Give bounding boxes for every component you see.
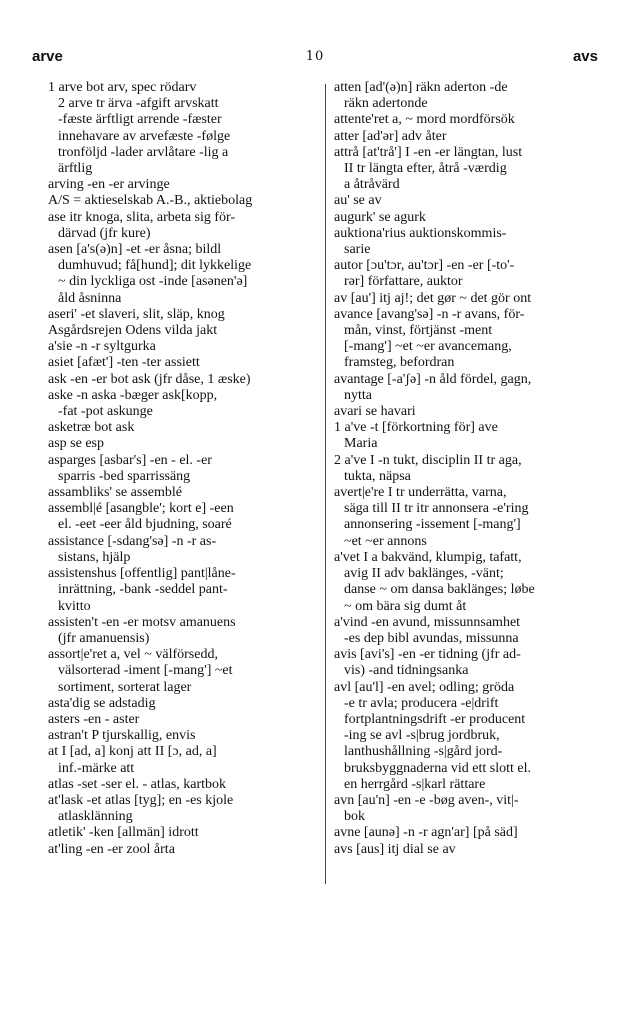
entry-line: ärftlig	[58, 161, 93, 177]
dictionary-entry	[48, 210, 316, 242]
left-column	[48, 80, 316, 858]
entry-line: av [au'] itj aj!; det gør ~ det gör ont	[334, 290, 532, 306]
dictionary-entry	[48, 242, 316, 307]
entry-line: bruksbyggnaderna vid ett slott el.	[344, 760, 532, 776]
page-number: 10	[305, 49, 325, 64]
entry-line: -fat -pot askunge	[58, 404, 153, 420]
entry-line: el. -eet -eer åld bjudning, soaré	[58, 517, 232, 533]
dictionary-entry	[334, 307, 602, 372]
entry-line: assistance [-sdang'sə] -n -r as-	[48, 533, 217, 549]
entry-line: ~et ~er annons	[344, 533, 427, 549]
entry-line: -fæste ärftligt arrende -fæster	[58, 112, 222, 128]
dictionary-entry	[334, 842, 602, 858]
dictionary-entry	[48, 696, 316, 712]
dictionary-entry	[48, 842, 316, 858]
dictionary-entry	[334, 129, 602, 145]
dictionary-entry	[334, 372, 602, 404]
entry-line: säga till II tr itr annonsera -e'ring	[344, 501, 529, 517]
entry-line: avl [au'l] -en avel; odling; gröda	[334, 679, 515, 695]
dictionary-entry	[48, 453, 316, 485]
dictionary-entry	[334, 550, 602, 615]
entry-line: inf.-märke att	[58, 760, 135, 776]
entry-line: assambliks' se assemblé	[48, 485, 182, 501]
dictionary-entry	[334, 680, 602, 793]
dictionary-entry	[334, 647, 602, 679]
entry-line: asta'dig se adstadig	[48, 695, 156, 711]
entry-line: atletik' -ken [allmän] idrott	[48, 825, 199, 841]
entry-line: assembl|é [asangble'; kort e] -een	[48, 501, 234, 517]
right-column	[334, 80, 602, 858]
entry-line: inrättning, -bank -seddel pant-	[58, 582, 228, 598]
entry-line: avig II adv baklänges, -vänt;	[344, 566, 504, 582]
entry-line: tronföljd -lader arvlåtare -lig a	[58, 144, 229, 160]
dictionary-entry	[48, 339, 316, 355]
dictionary-entry	[48, 177, 316, 193]
dictionary-entry	[334, 112, 602, 128]
entry-line: avert|e're I tr underrätta, varna,	[334, 485, 507, 501]
entry-line: innehavare av arvefæste -følge	[58, 128, 231, 144]
entry-line: -es dep bibl avundas, missunna	[344, 630, 519, 646]
entry-line: 1 arve bot arv, spec rödarv	[48, 80, 197, 95]
entry-line: sortiment, sorterat lager	[58, 679, 192, 695]
entry-line: augurk' se agurk	[334, 209, 426, 225]
dictionary-entry	[48, 647, 316, 696]
right-guide-word: avs	[572, 48, 598, 65]
entry-line: Maria	[344, 436, 378, 452]
dictionary-entry	[48, 793, 316, 825]
entry-line: 1 a've -t [förkortning för] ave	[334, 420, 498, 436]
entry-line: avne [aunə] -n -r agn'ar] [på säd]	[334, 825, 518, 841]
entry-line: asiet [afæt'] -ten -ter assiett	[48, 355, 200, 371]
entry-line: ~ om bära sig dumt åt	[344, 598, 467, 614]
dictionary-entry	[334, 226, 602, 258]
dictionary-entry	[334, 793, 602, 825]
dictionary-entry	[334, 485, 602, 550]
dictionary-entry	[48, 501, 316, 533]
entry-line: at I [ad, a] konj att II [ɔ, ad, a]	[48, 744, 217, 760]
entry-line: atten [ad'(ə)n] räkn aderton -de	[334, 80, 508, 95]
entry-line: rər] författare, auktor	[344, 274, 463, 290]
entry-line: autor [ɔu'tɔr, au'tɔr] -en -er [-to'-	[334, 258, 515, 274]
entry-line: vis) -and tidningsanka	[344, 663, 469, 679]
entry-line: Asgårdsrejen Odens vilda jakt	[48, 323, 218, 339]
dictionary-entry	[334, 193, 602, 209]
dictionary-entry	[334, 825, 602, 841]
dictionary-entry	[48, 420, 316, 436]
entry-line: a'sie -n -r syltgurka	[48, 339, 156, 355]
entry-line: attente'ret a, ~ mord mordförsök	[334, 112, 515, 128]
entry-line: avis [avi's] -en -er tidning (jfr ad-	[334, 647, 521, 663]
dictionary-entry	[48, 388, 316, 420]
dictionary-entry	[334, 453, 602, 485]
entry-line: fortplantningsdrift -er producent	[344, 711, 526, 727]
entry-line: sistans, hjälp	[58, 549, 131, 565]
entry-line: at'ling -en -er zool årta	[48, 841, 175, 857]
entry-line: avs [aus] itj dial se av	[334, 841, 456, 857]
entry-line: ask -en -er bot ask (jfr dåse, 1 æske)	[48, 371, 251, 387]
dictionary-entry	[334, 258, 602, 290]
entry-line: a'vet I a bakvänd, klumpig, tafatt,	[334, 549, 522, 565]
dictionary-entry	[334, 80, 602, 112]
entry-line: danse ~ om dansa baklänges; løbe	[344, 582, 535, 598]
entry-line: ase itr knoga, slita, arbeta sig för-	[48, 209, 236, 225]
page-header	[32, 48, 598, 70]
dictionary-entry	[48, 534, 316, 566]
entry-line: tukta, näpsa	[344, 468, 411, 484]
left-guide-word: arve	[32, 48, 63, 65]
dictionary-entry	[334, 404, 602, 420]
entry-line: (jfr amanuensis)	[58, 630, 150, 646]
dictionary-entry	[48, 355, 316, 371]
entry-line: framsteg, befordran	[344, 355, 455, 371]
dictionary-entry	[48, 436, 316, 452]
entry-line: assisten't -en -er motsv amanuens	[48, 614, 236, 630]
dictionary-entry	[48, 193, 316, 209]
entry-line: lanthushållning -s|gård jord-	[344, 744, 503, 760]
entry-line: bok	[344, 809, 365, 825]
dictionary-entry	[48, 825, 316, 841]
dictionary-entry	[48, 307, 316, 323]
entry-line: auktiona'rius auktionskommis-	[334, 225, 507, 241]
entry-line: a åtråvärd	[344, 177, 400, 193]
entry-line: aske -n aska -bæger ask[kopp,	[48, 387, 218, 403]
column-divider	[325, 84, 326, 884]
entry-line: avari se havari	[334, 404, 416, 420]
entry-line: asparges [asbar's] -en - el. -er	[48, 452, 212, 468]
dictionary-entry	[334, 145, 602, 194]
entry-line: -e tr avla; producera -e|drift	[344, 695, 499, 711]
dictionary-entry	[48, 80, 316, 177]
entry-line: asp se esp	[48, 436, 104, 452]
entry-line: mån, vinst, förtjänst -ment	[344, 323, 493, 339]
entry-line: en herrgård -s|karl rättare	[344, 776, 486, 792]
entry-line: annonsering -issement [-mang']	[344, 517, 521, 533]
dictionary-entry	[334, 210, 602, 226]
entry-line: 2 arve tr ärva -afgift arvskatt	[58, 96, 219, 112]
dictionary-entry	[48, 615, 316, 647]
entry-line: asen [a's(ə)n] -et -er åsna; bildl	[48, 242, 222, 258]
entry-line: 2 a've I -n tukt, disciplin II tr aga,	[334, 452, 522, 468]
dictionary-entry	[334, 420, 602, 452]
entry-line: II tr längta efter, åtrå -værdig	[344, 161, 507, 177]
entry-line: arving -en -er arvinge	[48, 177, 170, 193]
entry-line: asters -en - aster	[48, 711, 140, 727]
dictionary-entry	[334, 615, 602, 647]
entry-line: -ing se avl -s|brug jordbruk,	[344, 728, 500, 744]
dictionary-entry	[48, 372, 316, 388]
entry-line: asketræ bot ask	[48, 420, 135, 436]
entry-line: därvad (jfr kure)	[58, 225, 151, 241]
entry-line: ~ din lyckliga ost -inde [asənen'ə]	[58, 274, 248, 290]
entry-line: avn [au'n] -en -e -bøg aven-, vit|-	[334, 792, 519, 808]
dictionary-entry	[334, 291, 602, 307]
entry-line: au' se av	[334, 193, 382, 209]
entry-line: a'vind -en avund, missunnsamhet	[334, 614, 521, 630]
dictionary-entry	[48, 777, 316, 793]
entry-line: assistenshus [offentlig] pant|låne-	[48, 566, 236, 582]
dictionary-entry	[48, 485, 316, 501]
dictionary-entry	[48, 728, 316, 744]
entry-line: välsorterad -iment [-mang'] ~et	[58, 663, 233, 679]
entry-line: sarie	[344, 242, 371, 258]
entry-line: attrå [at'trå'] I -en -er längtan, lust	[334, 144, 523, 160]
entry-line: A/S = aktieselskab A.-B., aktiebolag	[48, 193, 253, 209]
entry-line: assort|e'ret a, vel ~ välförsedd,	[48, 647, 218, 663]
entry-line: avantage [-a'ʃə] -n åld fördel, gagn,	[334, 371, 532, 387]
dictionary-entry	[48, 323, 316, 339]
entry-line: dumhuvud; få[hund]; dit lykkelige	[58, 258, 252, 274]
entry-line: at'lask -et atlas [tyg]; en -es kjole	[48, 792, 234, 808]
entry-line: avance [avang'sə] -n -r avans, för-	[334, 306, 525, 322]
entry-line: räkn adertonde	[344, 96, 428, 112]
entry-line: åld åsninna	[58, 290, 122, 306]
entry-line: kvitto	[58, 598, 91, 614]
entry-line: nytta	[344, 387, 372, 403]
dictionary-entry	[48, 744, 316, 776]
entry-line: atlas -set -ser el. - atlas, kartbok	[48, 776, 227, 792]
entry-line: atlasklänning	[58, 809, 133, 825]
entry-line: [-mang'] ~et ~er avancemang,	[344, 339, 512, 355]
dictionary-entry	[48, 712, 316, 728]
dictionary-entry	[48, 566, 316, 615]
entry-line: atter [ad'ər] adv åter	[334, 128, 447, 144]
entry-line: aseri' -et slaveri, slit, släp, knog	[48, 306, 225, 322]
entry-line: astran't P tjurskallig, envis	[48, 728, 196, 744]
entry-line: sparris -bed sparrissäng	[58, 468, 191, 484]
